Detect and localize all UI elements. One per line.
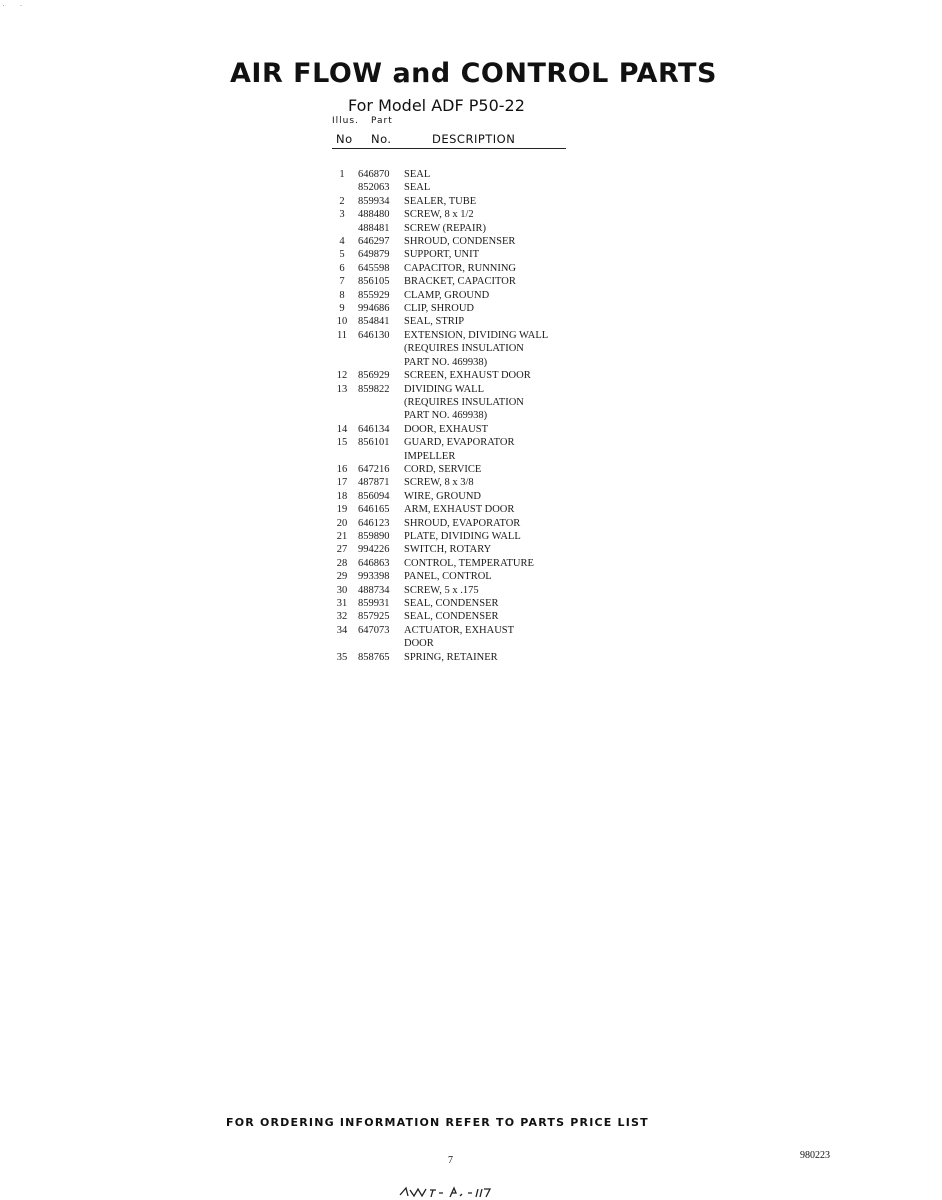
parts-list (330, 168, 590, 664)
part-description: SEAL, STRIP (404, 316, 465, 328)
parts-row (330, 289, 590, 302)
illus-number: 18 (336, 490, 348, 502)
parts-row (330, 597, 590, 610)
part-description: SHROUD, CONDENSER (404, 236, 516, 248)
illus-number: 19 (336, 504, 348, 516)
part-number: 488481 (358, 222, 390, 234)
illus-number: 32 (336, 611, 348, 623)
part-description: CONTROL, TEMPERATURE (404, 557, 534, 569)
illus-number: 5 (339, 249, 345, 261)
parts-row (330, 530, 590, 543)
illus-number: 17 (336, 477, 348, 489)
part-number: 994686 (358, 303, 390, 315)
illus-number: 30 (336, 584, 348, 596)
page-title: AIR FLOW and CONTROL PARTS (230, 58, 717, 89)
parts-row (330, 570, 590, 583)
parts-row (330, 610, 590, 623)
illus-number: 31 (336, 598, 348, 609)
parts-row (330, 235, 590, 248)
part-number: 488734 (358, 584, 390, 596)
illus-number: 27 (336, 544, 348, 556)
part-description: DIVIDING WALL (REQUIRES INSULATION PART NO. 469938) (404, 383, 524, 422)
part-number: 646123 (358, 517, 390, 529)
part-description: PLATE, DIVIDING WALL (404, 530, 521, 542)
part-number: 854841 (358, 316, 390, 328)
part-description: PANEL, CONTROL (404, 571, 492, 583)
illus-number: 4 (339, 236, 345, 248)
part-description: WIRE, GROUND (404, 490, 481, 502)
part-description: SCREW (REPAIR) (404, 222, 486, 234)
part-number: 857925 (358, 611, 390, 623)
part-no-column-header: No. (371, 132, 392, 146)
parts-row (330, 651, 590, 664)
part-number: 646863 (358, 557, 390, 569)
parts-row (330, 543, 590, 556)
part-description: SHROUD, EVAPORATOR (404, 517, 521, 529)
part-number: 649879 (358, 249, 390, 261)
parts-row (330, 490, 590, 503)
part-description: SCREW, 5 x .175 (404, 584, 479, 596)
illus-number: 14 (336, 423, 348, 435)
part-number: 488480 (358, 209, 390, 221)
parts-row (330, 584, 590, 597)
illus-number: 12 (336, 370, 348, 382)
illus-number: 15 (336, 437, 348, 449)
part-number: 646297 (358, 236, 390, 248)
parts-row (330, 262, 590, 275)
parts-row (330, 369, 590, 382)
part-number: 646870 (358, 169, 390, 180)
parts-row (330, 383, 590, 423)
part-number: 646130 (358, 329, 390, 341)
illus-number: 6 (339, 262, 345, 274)
illus-number: 11 (336, 329, 348, 341)
parts-row (330, 463, 590, 476)
header-rule (332, 148, 566, 149)
illus-number: 20 (336, 517, 348, 529)
part-description: SWITCH, ROTARY (404, 544, 492, 556)
page-number: 7 (448, 1155, 453, 1166)
part-label: Part (371, 116, 393, 126)
parts-row (330, 181, 590, 194)
parts-row (330, 476, 590, 489)
part-description: CLIP, SHROUD (404, 303, 475, 315)
no-column-header: No (336, 132, 353, 146)
illus-number: 21 (336, 530, 348, 542)
part-description: BRACKET, CAPACITOR (404, 276, 516, 288)
part-description: SEAL, CONDENSER (404, 598, 499, 609)
part-number: 487871 (358, 477, 390, 489)
illus-label: Illus. (332, 116, 359, 126)
part-number: 856105 (358, 276, 390, 288)
parts-row (330, 168, 590, 181)
part-description: SCREEN, EXHAUST DOOR (404, 370, 531, 382)
illus-number: 13 (336, 383, 348, 395)
illus-number: 10 (336, 316, 348, 328)
part-number: 993398 (358, 571, 390, 583)
scan-corner-marks: · · (2, 0, 29, 10)
parts-row (330, 275, 590, 288)
part-number: 647216 (358, 463, 390, 475)
description-column-header: DESCRIPTION (432, 132, 516, 146)
illus-number: 8 (339, 289, 345, 301)
part-description: ARM, EXHAUST DOOR (404, 504, 515, 516)
parts-row (330, 329, 590, 369)
part-description: EXTENSION, DIVIDING WALL (REQUIRES INSULATION PART NO. 469938) (404, 329, 549, 368)
illus-number: 16 (336, 463, 348, 475)
illus-number: 29 (336, 571, 348, 583)
part-description: SCREW, 8 x 3/8 (404, 477, 474, 489)
part-number: 856929 (358, 370, 390, 382)
parts-row (330, 208, 590, 221)
part-description: DOOR, EXHAUST (404, 423, 488, 435)
part-number: 856101 (358, 437, 390, 449)
part-description: SEAL (404, 169, 431, 180)
model-subtitle: For Model ADF P50-22 (348, 96, 525, 115)
part-number: 855929 (358, 289, 390, 301)
part-number: 646165 (358, 504, 390, 516)
part-number: 856094 (358, 490, 390, 502)
handwritten-note (398, 1181, 508, 1200)
part-description: CLAMP, GROUND (404, 289, 490, 301)
parts-row (330, 517, 590, 530)
part-number: 859931 (358, 598, 390, 609)
part-number: 645598 (358, 262, 390, 274)
parts-row (330, 222, 590, 235)
parts-row (330, 248, 590, 261)
parts-row (330, 436, 590, 463)
part-number: 858765 (358, 651, 390, 663)
illus-number: 3 (339, 209, 345, 221)
illus-number: 1 (339, 169, 345, 180)
part-number: 859934 (358, 195, 390, 207)
document-code: 980223 (800, 1150, 830, 1161)
part-number: 647073 (358, 624, 390, 636)
ordering-info-note: FOR ORDERING INFORMATION REFER TO PARTS PRICE LIST (226, 1116, 649, 1129)
part-description: SPRING, RETAINER (404, 651, 498, 663)
part-description: SUPPORT, UNIT (404, 249, 480, 261)
part-number: 852063 (358, 182, 390, 194)
part-number: 646134 (358, 423, 390, 435)
illus-number: 34 (336, 624, 348, 636)
parts-row (330, 315, 590, 328)
part-description: SCREW, 8 x 1/2 (404, 209, 474, 221)
part-number: 859890 (358, 530, 390, 542)
illus-number: 35 (336, 651, 348, 663)
parts-row (330, 557, 590, 570)
parts-row (330, 302, 590, 315)
illus-number: 9 (339, 303, 345, 315)
parts-row (330, 503, 590, 516)
part-number: 994226 (358, 544, 390, 556)
parts-row (330, 195, 590, 208)
illus-number: 7 (339, 276, 345, 288)
illus-number: 2 (339, 195, 345, 207)
part-number: 859822 (358, 383, 390, 395)
part-description: CORD, SERVICE (404, 463, 482, 475)
part-description: ACTUATOR, EXHAUST DOOR (404, 624, 515, 650)
part-description: SEAL, CONDENSER (404, 611, 499, 623)
part-description: SEAL (404, 182, 431, 194)
part-description: GUARD, EVAPORATOR IMPELLER (404, 437, 515, 462)
part-description: SEALER, TUBE (404, 195, 477, 207)
parts-row (330, 624, 590, 651)
parts-row (330, 423, 590, 436)
illus-number: 28 (336, 557, 348, 569)
part-description: CAPACITOR, RUNNING (404, 262, 517, 274)
